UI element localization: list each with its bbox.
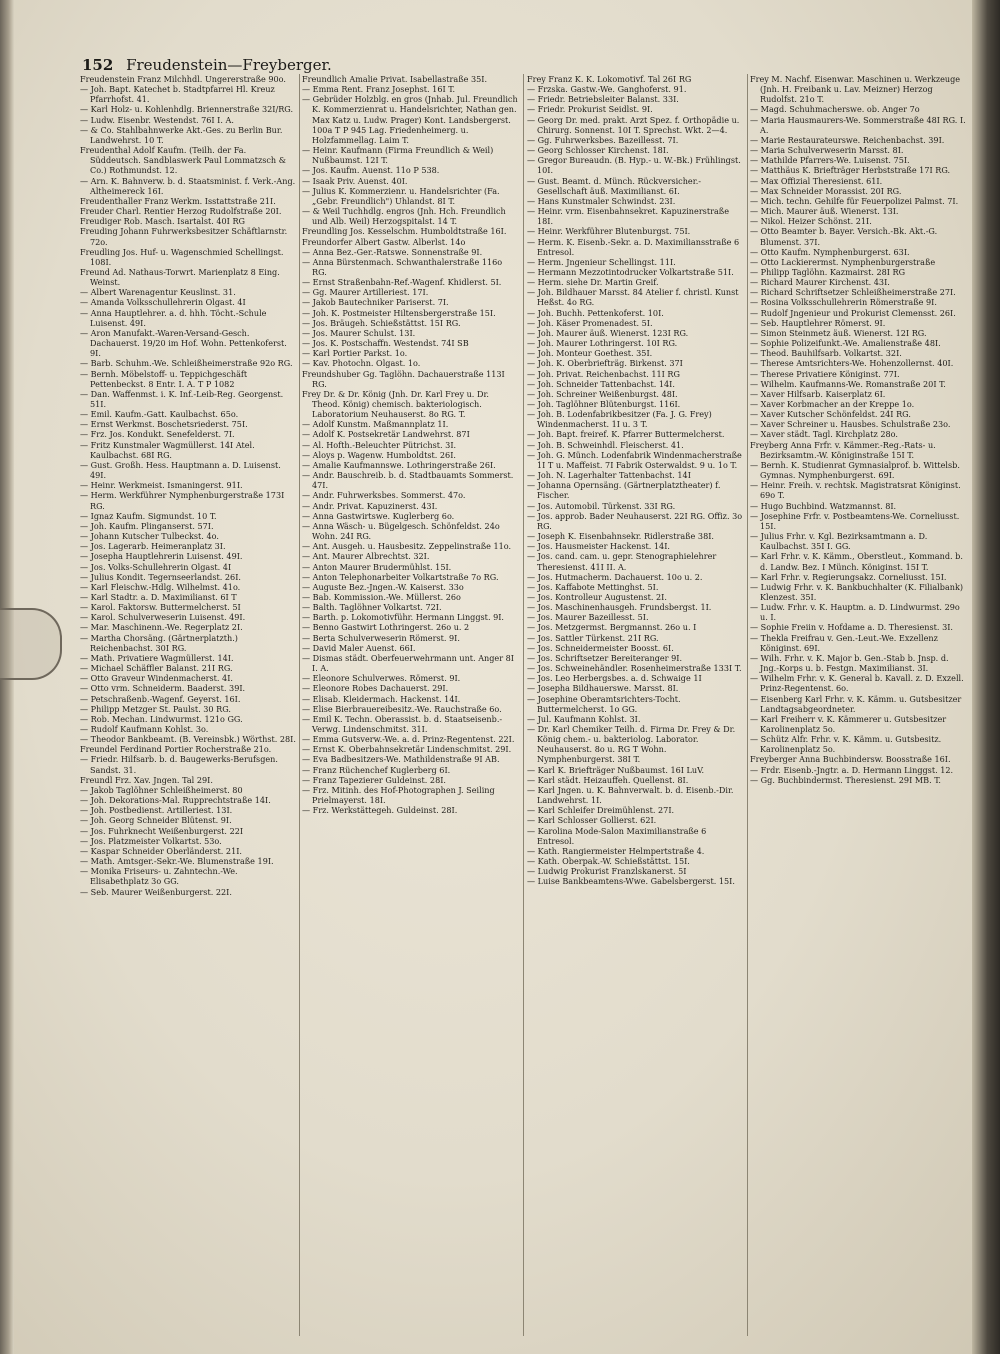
column-4 <box>750 74 966 1336</box>
directory-entry: — Joh. B. Lodenfabrikbesitzer (Fa. J. G. Frey) Windenmacherst. 1I u. 3 T. <box>527 409 712 430</box>
directory-entry: — Balth. Taglöhner Volkartst. 72I. <box>302 602 442 613</box>
directory-entry: — Richard Maurer Kirchenst. 43I. <box>750 277 890 288</box>
directory-entry: — Simon Steinmetz äuß. Wienerst. 12I RG. <box>750 327 927 338</box>
directory-entry: — Herm. Jngenieur Schellingst. 11I. <box>527 256 676 267</box>
directory-entry: — Dismas städt. Oberfeuerwehrmann unt. Anger 8I I. A. <box>302 652 515 674</box>
directory-entry: — Johann Kutscher Tulbeckst. 4o. <box>80 531 219 542</box>
directory-entry: — Ernst K. Oberbahnsekretär Lindenschmitst. 29I. <box>302 744 512 755</box>
directory-entry: — Joh. Kaufm. Plinganserst. 57I. <box>80 520 214 531</box>
directory-entry: — Joh. Dekorations-Mal. Rupprechtstraße 14I. <box>80 795 271 806</box>
directory-entry: — Barth. p. Lokomotivführ. Hermann Linggst. 9I. <box>302 612 505 623</box>
directory-entry: — Heinr. Freih. v. rechtsk. Magistratsrat Königinst. 69o T. <box>750 480 961 501</box>
directory-entry: — Joh. K. Oberbriefträg. Birkenst. 37I <box>527 358 683 369</box>
directory-entry: — Benno Gastwirt Lothringerst. 26o u. 2 <box>302 622 470 633</box>
directory-entry: Freudiger Rob. Masch. Isartalst. 40I RG <box>80 216 246 227</box>
directory-entry: — Wilh. Frhr. v. K. Major b. Gen.-Stab b. Jnsp. d. Jng.-Korps u. b. Festgn. Maximilianst. 3I. <box>750 652 949 674</box>
directory-entry: — Emil. Kaufm.-Gatt. Kaulbachst. 65o. <box>80 409 239 420</box>
directory-entry: — Jos. Hausmeister Hackenst. 14I. <box>527 541 670 552</box>
directory-entry: Freudenthal Adolf Kaufm. (Teilh. der Fa. Süddeutsch. Sandblaswerk Paul Lommatzsch & Co.) Rothmundst. 12. <box>80 145 286 176</box>
directory-entry: — Xaver städt. Tagl. Kirchplatz 28o. <box>750 429 898 440</box>
directory-entry: — Gebrüder Holzblg. en gros (Jnhab. Jul. Freundlich K. Kommerzienrat u. Handelsrichter, Nathan gen. Max Katz u. Ludw. Prager) Kont. Landsbergerst. 100a T P 945 Lag. Friedenheimerg. u. Holzfammellag. Laim T. <box>302 94 518 145</box>
directory-entry: — Kav. Photochn. Olgast. 1o. <box>302 358 421 369</box>
directory-entry: — Joh. Bapt. Katechet b. Stadtpfarrei Hl. Kreuz Pfarrhofst. 41. <box>80 84 275 105</box>
directory-entry: — Anton Telephonarbeiter Volkartstraße 7o RG. <box>302 571 499 582</box>
directory-entry: — Jos. Hutmacherm. Dachauerst. 10o u. 2. <box>527 571 703 582</box>
directory-entry: — Mich. techn. Gehilfe für Feuerpolizei Palmst. 7I. <box>750 195 959 206</box>
directory-entry: — Frzska. Gastw.-We. Ganghoferst. 91. <box>527 84 687 95</box>
directory-entry: — Anton Maurer Brudermühlst. 15I. <box>302 561 452 572</box>
directory-entry: — Maria Schulverweserin Marsst. 8I. <box>750 145 904 156</box>
directory-entry: — Jos. Maurer Schulst. 13I. <box>302 327 416 338</box>
directory-entry: — Albert Warenagentur Keuslinst. 31. <box>80 287 236 298</box>
directory-entry: — Joh. N. Lagerhalter Tattenbachst. 14I <box>527 470 691 481</box>
directory-entry: — Gg. Maurer Artilleriest. 17I. <box>302 287 429 298</box>
directory-entry: — Jos. Metzgermst. Bergmannst. 26o u. I <box>527 622 697 633</box>
directory-entry: — Friedr. Hilfsarb. b. d. Baugewerks-Berufsgen. Sandst. 31. <box>80 754 278 775</box>
directory-entry: — Fritz Kunstmaler Wagmüllerst. 14I Atel. Kaulbachst. 68I RG. <box>80 439 255 460</box>
directory-entry: — Jul. Kaufmann Kohlst. 3I. <box>527 713 641 724</box>
directory-entry: — Jos. Schriftsetzer Bereiteranger 9I. <box>527 652 683 663</box>
directory-entry: — Jos. Kaffabote Mettinghst. 5I. <box>527 581 659 592</box>
directory-entry: — Andr. Privat. Kapuzinerst. 43I. <box>302 500 438 511</box>
entry-columns <box>80 74 972 1336</box>
directory-entry: — Emil K. Techn. Oberassist. b. d. Staatseisenb.-Verwg. Lindenschmitst. 31I. <box>302 713 503 734</box>
column-3 <box>527 74 743 1336</box>
directory-entry: — Joh. Käser Promenadest. 5I. <box>527 317 653 328</box>
directory-entry: — David Maler Auenst. 66I. <box>302 642 416 653</box>
directory-entry: — Math. Privatiere Wagmüllerst. 14I. <box>80 652 234 663</box>
directory-entry: — Otto vrm. Schneiderm. Baaderst. 39I. <box>80 683 246 694</box>
directory-entry: — & Co. Stahlbahnwerke Akt.-Ges. zu Berlin Bur. Landwehrst. 10 T. <box>80 124 283 145</box>
directory-entry: — Ludw. Eisenbr. Westendst. 76I I. A. <box>80 114 234 125</box>
column-rule <box>299 74 300 1336</box>
directory-entry: — Jos. Kaufm. Auenst. 11o P 538. <box>302 165 440 176</box>
directory-entry: — Jos. cand. cam. u. gepr. Stenographielehrer Theresienst. 41I II. A. <box>527 551 717 572</box>
directory-entry: — Mar. Maschinenn.-We. Regerplatz 2I. <box>80 622 243 633</box>
directory-entry: Freudling Jos. Huf- u. Wagenschmied Schellingst. 108I. <box>80 246 284 267</box>
directory-entry: — Karl K. Briefträger Nußbaumst. 16I LuV. <box>527 764 705 775</box>
directory-entry: — Gregor Bureaudn. (B. Hyp.- u. W.-Bk.) Frühlingst. 10I. <box>527 155 741 176</box>
directory-entry: — Karolina Mode-Salon Maximilianstraße 6 Entresol. <box>527 825 707 846</box>
directory-entry: — Joh. Georg Schneider Blütenst. 9I. <box>80 815 232 826</box>
directory-entry: — Amalie Kaufmannswe. Lothringerstraße 26I. <box>302 459 496 470</box>
directory-entry: — Josephine Oberamtsrichters-Tocht. Buttermelcherst. 1o GG. <box>527 693 681 714</box>
directory-entry: — Isaak Priv. Auenst. 40I. <box>302 175 408 186</box>
directory-entry: — Jos. Bräugeh. Schießstättst. 15I RG. <box>302 317 461 328</box>
column-1 <box>80 74 296 1336</box>
directory-entry: — Jos. Schneidermeister Boosst. 6I. <box>527 642 674 653</box>
directory-entry: — Friedr. Prokurist Seidlst. 9I. <box>527 104 653 115</box>
directory-entry: — & Weil Tuchhdlg. engros (Jnh. Hch. Freundlich und Alb. Weil) Herzogspitalst. 14 T. <box>302 206 506 227</box>
directory-entry: — Joh. Bapt. freiref. K. Pfarrer Buttermelcherst. <box>527 429 725 440</box>
directory-entry: Freudenstein Franz Milchhdl. Ungererstraße 90o. <box>80 74 286 84</box>
directory-entry: — Marie Restaurateurswe. Reichenbachst. 39I. <box>750 134 945 145</box>
directory-entry: — Bernh. Möbelstoff- u. Teppichgeschäft Pettenbeckst. 8 Entr. I. A. T P 1082 <box>80 368 248 389</box>
directory-entry: — Karl Holz- u. Kohlenhdlg. Briennerstraße 32I/RG. <box>80 104 294 115</box>
directory-entry: — Herm. Werkführer Nymphenburgerstraße 173I RG. <box>80 490 285 511</box>
directory-entry: Frey Dr. & Dr. König (Jnh. Dr. Karl Frey u. Dr. Theod. König) chemisch. bakteriologisch. Laboratorium Neuhauserst. 8o RG. T. <box>302 388 489 420</box>
directory-entry: — Theodor Bankbeamt. (B. Vereinsbk.) Wörthst. 28I. <box>80 734 296 745</box>
directory-entry: — Josepha Hauptlehrerin Luisenst. 49I. <box>80 551 243 562</box>
directory-entry: — Eisenberg Karl Frhr. v. K. Kämm. u. Gutsbesitzer Landtagsabgeordneter. <box>750 693 962 714</box>
directory-entry: — Karol. Faktorsw. Buttermelcherst. 5I <box>80 602 241 613</box>
directory-entry: — Eleonore Robes Dachauerst. 29I. <box>302 683 449 694</box>
directory-entry: — Jos. Automobil. Türkenst. 33I RG. <box>527 500 676 511</box>
directory-entry: — Joh. Bildhauer Marsst. 84 Atelier f. christl. Kunst Heßst. 4o RG. <box>527 287 739 308</box>
directory-entry: — Joh. Privat. Reichenbachst. 11I RG <box>527 368 680 379</box>
column-rule <box>747 74 748 1336</box>
directory-entry: — Karl Schleifer Dreimühlenst. 27I. <box>527 805 675 816</box>
page-number: 152 <box>82 56 114 74</box>
directory-entry: — Therese Amtsrichters-We. Hohenzollernst. 40I. <box>750 358 954 369</box>
directory-entry: — Julius Frhr. v. Kgl. Bezirksamtmann a. D. Kaulbachst. 35I I. GG. <box>750 531 928 552</box>
directory-entry: — Max Schneider Morassist. 20I RG. <box>750 185 902 196</box>
directory-entry: — Bab. Kommission.-We. Müllerst. 26o <box>302 591 461 602</box>
directory-entry: Freundshuber Gg. Taglöhn. Dachauerstraße 113I RG. <box>302 368 505 389</box>
directory-entry: — Heinr. Werkmeist. Ismaningerst. 91I. <box>80 480 243 491</box>
page-header <box>82 56 332 76</box>
directory-entry: — Jos. Maschinenhausgeh. Frundsbergst. 1I. <box>527 602 712 613</box>
directory-entry: — Karl Frhr. v. K. Kämm., Oberstleut., Kommand. b. d. Landw. Bez. I Münch. Königinst. 15I T. <box>750 551 963 572</box>
directory-entry: — Xaver Kutscher Schönfeldst. 24I RG. <box>750 409 911 420</box>
directory-entry: — Kaspar Schneider Oberländerst. 21I. <box>80 845 242 856</box>
directory-entry: — Franz Tapezierer Guldeinst. 28I. <box>302 774 446 785</box>
directory-entry: — Seb. Hauptlehrer Römerst. 9I. <box>750 317 886 328</box>
directory-entry: Freund Ad. Nathaus-Torwrt. Marienplatz 8 Eing. Weinst. <box>80 266 280 288</box>
directory-entry: — Thekla Freifrau v. Gen.-Leut.-We. Exzellenz Königinst. 69I. <box>750 632 938 653</box>
directory-entry: — Joh. Buchh. Pettenkoferst. 10I. <box>527 307 664 318</box>
directory-entry: — Franz Rüchenchef Kuglerberg 6I. <box>302 764 451 775</box>
directory-entry: — Xaver Schreiner u. Hausbes. Schulstraße 23o. <box>750 419 951 430</box>
directory-entry: — Karl Frhr. v. Regierungsakz. Corneliusst. 15I. <box>750 571 947 582</box>
directory-entry: — Julius K. Kommerzienr. u. Handelsrichter (Fa. „Gebr. Freundlich") Uhlandst. 8I T. <box>302 185 500 206</box>
directory-entry: — Otto Beamter b. Bayer. Versich.-Bk. Akt.-G. Blumenst. 37I. <box>750 226 938 247</box>
directory-entry: — Hans Kunstmaler Schwindst. 23I. <box>527 195 676 206</box>
directory-entry: — Dr. Karl Chemiker Teilh. d. Firma Dr. Frey & Dr. König chem.- u. bakteriolog. Laborator. Neuhauserst. 8o u. RG T Wohn. Nymphenburgerst. 38I T. <box>527 724 736 765</box>
directory-entry: — Adolf K. Postsekretär Landwehrst. 87I <box>302 429 470 440</box>
directory-entry: — Rudolf Jngenieur und Prokurist Clemensst. 26I. <box>750 307 956 318</box>
directory-entry: — Mich. Maurer äuß. Wienerst. 13I. <box>750 206 899 217</box>
directory-entry: Freundorfer Albert Gastw. Alberlst. 14o <box>302 236 466 247</box>
directory-entry: — Karl Jngen. u. K. Bahnverwalt. b. d. Eisenb.-Dir. Landwehrst. 1I. <box>527 784 734 806</box>
directory-entry: Freundlich Amalie Privat. Isabellastraße 35I. <box>302 74 488 84</box>
directory-entry: — Maria Hausmaurers-We. Sommerstraße 48I RG. I. A. <box>750 114 966 135</box>
directory-entry: — Kath. Rangiermeister Helmpertstraße 4. <box>527 845 705 856</box>
directory-entry: — Joh. Maurer Lothringerst. 10I RG. <box>527 338 678 349</box>
directory-entry: — Anna Gastwirtswe. Kuglerberg 6o. <box>302 510 455 521</box>
directory-entry: — Otto Kaufm. Nymphenburgerst. 63I. <box>750 246 910 257</box>
directory-entry: — Rudolf Kaufmann Kohlst. 3o. <box>80 724 209 734</box>
directory-entry: — Ernst Straßenbahn-Ref.-Wagenf. Khidlerst. 5I. <box>302 277 502 288</box>
directory-entry: — Adolf Kunstm. Maßmannplatz 1I. <box>302 419 449 430</box>
directory-entry: — Sophie Freiin v. Hofdame a. D. Theresienst. 3I. <box>750 622 953 633</box>
directory-entry: — Jakob Bautechniker Pariserst. 7I. <box>302 297 449 308</box>
directory-entry: — Gust. Beamt. d. Münch. Rückversicher.-Gesellschaft äuß. Maximilianst. 6I. <box>527 175 702 196</box>
directory-entry: — Amanda Volksschullehrerin Olgast. 4I <box>80 297 246 308</box>
directory-entry: — Gg. Buchbindermst. Theresienst. 29I MB. T. <box>750 774 942 785</box>
directory-entry: — Friedr. Betriebsleiter Balanst. 33I. <box>527 94 679 105</box>
directory-entry: — Jakob Taglöhner Schleißheimerst. 80 <box>80 784 243 795</box>
directory-entry: — Elisab. Kleidermach. Hackenst. 14I. <box>302 693 461 704</box>
directory-entry: — Anna Bez.-Ger.-Ratswe. Sonnenstraße 9I. <box>302 246 483 257</box>
directory-entry: — Mathilde Pfarrers-We. Luisenst. 75I. <box>750 155 910 166</box>
directory-entry: — Math. Amtsger.-Sekr.-We. Blumenstraße 19I. <box>80 856 274 867</box>
directory-entry: — Josephine Frfr. v. Postbeamtens-We. Corneliusst. 15I. <box>750 510 960 531</box>
running-head: Freudenstein—Freyberger. <box>126 56 332 74</box>
directory-entry: — Andr. Bauschreib. b. d. Stadtbauamts Sommerst. 47I. <box>302 470 514 491</box>
directory-entry: Freudenthaller Franz Werkm. Isstattstraße 21I. <box>80 195 276 206</box>
directory-entry: — Andr. Fuhrwerksbes. Sommerst. 47o. <box>302 490 466 501</box>
directory-entry: — Frz. Jos. Kondukt. Senefelderst. 7I. <box>80 429 235 440</box>
directory-entry: Freundling Jos. Kesselschm. Humboldtstraße 16I. <box>302 226 507 237</box>
directory-entry: — Herm. siehe Dr. Martin Greif. <box>527 277 659 288</box>
directory-entry: — Jos. Lagerarb. Heimeranplatz 3I. <box>80 541 226 552</box>
directory-entry: — Jos. Platzmeister Volkartst. 53o. <box>80 835 222 846</box>
directory-entry: — Ant. Maurer Albrechtst. 32I. <box>302 551 430 562</box>
directory-entry: — Joh. Monteur Goethest. 35I. <box>527 348 653 359</box>
directory-entry: Freuding Johann Fuhrwerksbesitzer Schäftlarnstr. 72o. <box>80 226 288 247</box>
directory-entry: — Karl Schlosser Gollierst. 62I. <box>527 815 657 826</box>
directory-entry: — Nikol. Heizer Schönst. 21I. <box>750 216 872 227</box>
directory-entry: — Seb. Maurer Weißenburgerst. 22I. <box>80 886 232 897</box>
directory-entry: — Luise Bankbeamtens-Wwe. Gabelsbergerst. 15I. <box>527 876 735 887</box>
directory-entry: — Karl Fleischw.-Hdlg. Wilhelmst. 41o. <box>80 581 241 592</box>
directory-entry: — Heinr. Kaufmann (Firma Freundlich & Weil) Nußbaumst. 12I T. <box>302 145 494 166</box>
directory-entry: — Auguste Bez.-Jngen.-W. Kaiserst. 33o <box>302 581 464 592</box>
directory-entry: — Johanna Opernsäng. (Gärtnerplatztheater) f. Fischer. <box>527 480 721 501</box>
directory-entry: — Joh. Postbedienst. Artilleriest. 13I. <box>80 805 233 816</box>
directory-entry: — Ernst Werkmst. Boschetsriederst. 75I. <box>80 419 248 430</box>
directory-entry: — Karol. Schulverweserin Luisenst. 49I. <box>80 612 246 623</box>
directory-entry: — Frz. Werkstättegeh. Guldeinst. 28I. <box>302 805 458 816</box>
directory-entry: — Max Offizial Theresienst. 61I. <box>750 175 883 186</box>
directory-entry: — Sophie Polizeifunkt.-We. Amalienstraße 48I. <box>750 338 941 349</box>
directory-entry: — Petschraßenb.-Wagenf. Geyerst. 16I. <box>80 693 241 704</box>
directory-entry: — Matthäus K. Briefträger Herbststraße 17I RG. <box>750 165 951 176</box>
directory-entry: — Herm. K. Eisenb.-Sekr. a. D. Maximiliansstraße 6 Entresol. <box>527 236 740 257</box>
directory-entry: — Aron Manufakt.-Waren-Versand-Gesch. Dachauerst. 19/20 im Hof. Wohn. Pettenkoferst. 9I. <box>80 327 287 359</box>
directory-entry: — Emma Gutsverw.-We. a. d. Prinz-Regentenst. 22I. <box>302 734 515 745</box>
directory-entry: — Anna Bürstenmach. Schwanthalerstraße 116o RG. <box>302 256 503 277</box>
directory-entry: — Heinr. Werkführer Blutenburgst. 75I. <box>527 226 691 237</box>
directory-entry: — Julius Kondit. Tegernseerlandst. 26I. <box>80 571 241 582</box>
directory-entry: — Rosina Volksschullehrerin Römerstraße 9I. <box>750 297 937 308</box>
directory-entry: — Eva Badbesitzers-We. Mathildenstraße 9I AB. <box>302 754 500 765</box>
directory-entry: — Joseph K. Eisenbahnsekr. Ridlerstraße 38I. <box>527 531 714 542</box>
directory-entry: — Schütz Alfr. Frhr. v. K. Kämm. u. Gutsbesitz. Karolinenplatz 5o. <box>750 734 942 755</box>
directory-entry: — Gust. Großh. Hess. Hauptmann a. D. Luisenst. 49I. <box>80 459 281 481</box>
directory-entry: — Anna Hauptlehrer. a. d. hhh. Töcht.-Schule Luisenst. 49I. <box>80 307 267 328</box>
directory-entry: Frey M. Nachf. Eisenwar. Maschinen u. Werkzeuge (Jnh. H. Freibank u. Lav. Meizner) Herzog Rudolfst. 21o T. <box>750 74 961 105</box>
directory-entry: — Frdr. Eisenb.-Jngtr. a. D. Hermann Linggst. 12. <box>750 764 954 775</box>
directory-entry: — Emma Rent. Franz Josephst. 16I T. <box>302 84 456 95</box>
directory-entry: — Georg Dr. med. prakt. Arzt Spez. f. Orthopädie u. Chirurg. Sonnenst. 10I T. Sprechst. Wkt. 2—4. <box>527 114 740 135</box>
directory-entry: — Berta Schulverweserin Römerst. 9I. <box>302 632 460 643</box>
directory-entry: — Joh. K. Postmeister Hiltensbergerstraße 15I. <box>302 307 496 318</box>
directory-entry: — Ludw. Frhr. v. K. Hauptm. a. D. Lindwurmst. 29o u. I. <box>750 602 960 623</box>
directory-entry: Freundl Frz. Xav. Jngen. Tal 29I. <box>80 774 213 785</box>
directory-entry: — Karl Portier Parkst. 1o. <box>302 348 408 359</box>
directory-entry: — Therese Privatiere Königinst. 77I. <box>750 368 900 379</box>
directory-entry: — Ant. Ausgeh. u. Hausbesitz. Zeppelinstraße 11o. <box>302 541 512 552</box>
directory-entry: — Elise Bierbrauereibesitz.-We. Rauchstraße 6o. <box>302 703 502 714</box>
directory-entry: — Hugo Buchbind. Watzmannst. 8I. <box>750 500 897 511</box>
directory-entry: — Jos. Leo Herbergsbes. a. d. Schwaige 1I <box>527 673 702 684</box>
directory-entry: — Jos. Sattler Türkenst. 21I RG. <box>527 632 659 643</box>
directory-entry: — Georg Schlosser Kirchenst. 18I. <box>527 145 669 156</box>
directory-entry: — Richard Schriftsetzer Schleißheimerstraße 27I. <box>750 287 956 298</box>
directory-entry: — Al. Hofth.-Beleuchter Pütrichst. 3I. <box>302 439 457 450</box>
directory-entry: — Magd. Schuhmacherswe. ob. Anger 7o <box>750 104 920 115</box>
directory-entry: Freyberg Anna Frfr. v. Kämmer.-Reg.-Rats- u. Bezirksamtm.-W. Königinstraße 15I T. <box>750 439 936 460</box>
directory-entry: — Karl städt. Heizauffeh. Quellenst. 8I. <box>527 774 689 785</box>
directory-entry: — Aloys p. Wagenw. Humboldtst. 26I. <box>302 449 456 460</box>
directory-entry: — Ludwig Prokurist Franzlskanerst. 5I <box>527 866 687 877</box>
directory-entry: Freuder Charl. Rentier Herzog Rudolfstraße 20I. <box>80 206 282 217</box>
next-page-edge <box>972 0 1000 1354</box>
directory-entry: — Otto Graveur Windenmacherst. 4I. <box>80 673 233 684</box>
directory-entry: — Arn. K. Bahnverw. b. d. Staatsminist. f. Verk.-Ang. Altheimereck 16I. <box>80 175 296 196</box>
directory-entry: — Joh. Schreiner Weißenburgst. 48I. <box>527 388 678 399</box>
directory-entry: — Jos. Fuhrknecht Weißenburgerst. 22I <box>80 825 244 836</box>
directory-entry: — Philipp Metzger St. Paulst. 30 RG. <box>80 703 231 714</box>
directory-entry: — Xaver Hilfsarb. Kaiserplatz 6I. <box>750 388 886 399</box>
directory-entry: Freundel Ferdinand Portier Rocherstraße 21o. <box>80 744 272 755</box>
directory-entry: — Ignaz Kaufm. Sigmundst. 10 T. <box>80 510 217 521</box>
directory-entry: — Jos. Maurer Bazeillesst. 5I. <box>527 612 649 623</box>
directory-entry: — Philipp Taglöhn. Kazmairst. 28I RG <box>750 266 906 277</box>
directory-entry: — Theod. Bauhilfsarb. Volkartst. 32I. <box>750 348 902 359</box>
directory-entry: — Jos. K. Postschaffn. Westendst. 74I SB <box>302 338 469 349</box>
directory-entry: — Wilhelm. Kaufmanns-We. Romanstraße 20I T. <box>750 378 946 389</box>
directory-entry: — Karl Stadtr. a. D. Maximilianst. 6I T <box>80 591 237 602</box>
directory-entry: — Heinr. vrm. Eisenbahnsekret. Kapuzinerstraße 18I. <box>527 206 729 227</box>
directory-entry: — Monika Friseurs- u. Zahntechn.-We. Elisabethplatz 3o GG. <box>80 866 238 887</box>
directory-entry: — Joh. Taglöhner Blütenburgst. 116I. <box>527 399 681 409</box>
directory-entry: — Bernh. K. Studienrat Gymnasialprof. b. Wittelsb. Gymnas. Nymphenburgerst. 69I. <box>750 459 960 481</box>
directory-entry: — Barb. Schuhm.-We. Schleißheimerstraße 92o RG. <box>80 358 293 369</box>
directory-entry: — Ludwig Frhr. v. K. Bankbuchhalter (K. Filialbank) Klenzest. 35I. <box>750 581 964 602</box>
directory-entry: — Xaver Korbmacher an der Kreppe 1o. <box>750 399 915 409</box>
directory-entry: — Wilhelm Frhr. v. K. General b. Kavall. z. D. Exzell. Prinz-Regentenst. 6o. <box>750 673 964 694</box>
directory-entry: — Rob. Mechan. Lindwurmst. 121o GG. <box>80 713 243 724</box>
directory-entry: Freyberger Anna Buchbindersw. Boosstraße 16I. <box>750 754 951 765</box>
directory-entry: — Joh. Schneider Tattenbachst. 14I. <box>527 378 675 389</box>
directory-entry: — Jos. Volks-Schullehrerin Olgast. 4I <box>80 561 232 572</box>
thumb-index-tab <box>0 608 62 680</box>
directory-entry: — Martha Chorsäng. (Gärtnerplatzth.) Reichenbachst. 30I RG. <box>80 632 238 653</box>
directory-entry: — Karl Freiherr v. K. Kämmerer u. Gutsbesitzer Karolinenplatz 5o. <box>750 713 947 734</box>
directory-entry: — Otto Lackierermst. Nymphenburgerstraße <box>750 256 936 267</box>
directory-entry: — Josepha Bildhauerswe. Marsst. 8I. <box>527 683 679 694</box>
directory-entry: — Michael Schäffler Balanst. 21I RG. <box>80 663 233 674</box>
column-rule <box>523 74 524 1336</box>
directory-entry: — Jos. Schweinehändler. Rosenheimerstraße 133I T. <box>527 663 742 674</box>
directory-entry: — Dan. Waffenmst. i. K. Inf.-Leib-Reg. Georgenst. 51I. <box>80 388 284 409</box>
directory-entry: — Joh. B. Schweinhdl. Fleischerst. 41. <box>527 439 684 450</box>
directory-entry: — Joh. Maurer äuß. Wienerst. 123I RG. <box>527 327 689 338</box>
directory-entry: — Frz. Mitinh. des Hof-Photographen J. Seiling Prielmayerst. 18I. <box>302 784 495 806</box>
directory-entry: — Kath. Oberpak.-W. Schießstättst. 15I. <box>527 856 690 867</box>
directory-entry: Frey Franz K. K. Lokomotivf. Tal 26I RG <box>527 74 692 84</box>
column-2 <box>302 74 518 1336</box>
directory-entry: — Jos. Kontrolleur Augustenst. 2I. <box>527 591 667 602</box>
directory-entry: — Anna Wäsch- u. Bügelgesch. Schönfeldst. 24o Wohn. 24I RG. <box>302 520 500 542</box>
directory-entry: — Eleonore Schulverwes. Römerst. 9I. <box>302 673 461 684</box>
directory-entry: — Jos. approb. Bader Neuhauserst. 22I RG. Offiz. 3o RG. <box>527 510 743 531</box>
directory-entry: — Joh. G. Münch. Lodenfabrik Windenmacherstraße 1I T u. Maffeist. 7I Fabrik Osterwaldst. 9 u. 1o T. <box>527 449 742 470</box>
directory-entry: — Gg. Fuhrwerksbes. Bazeillesst. 7I. <box>527 134 679 145</box>
directory-entry: — Hermann Mezzotintodrucker Volkartstraße 51I. <box>527 266 734 277</box>
